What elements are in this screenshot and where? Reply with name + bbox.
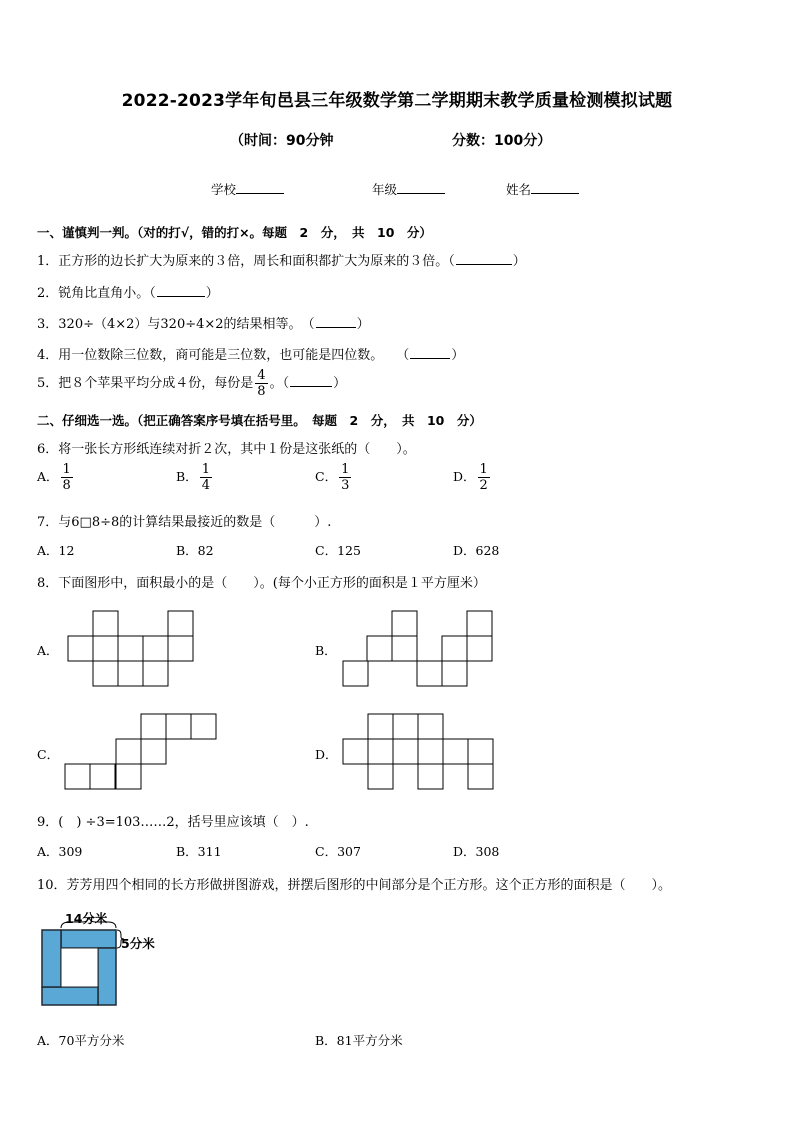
q8-option-a[interactable]: A． <box>37 643 59 658</box>
q6-option-b[interactable]: B． $\frac{1}{4}$ <box>176 462 210 493</box>
q6-option-c[interactable]: C． $\frac{1}{3}$ <box>315 462 350 493</box>
section1-heading: 一、谨慎判一判。（对的打√，错的打×。每题 2 分， 共 10 分） <box>37 225 432 240</box>
section2-heading: 二、仔细选一选。（把正确答案序号填在括号里。 每题 2 分， 共 10 分） <box>37 413 482 428</box>
question-2-text: 2．锐角比直角小。 <box>37 286 150 301</box>
q8-option-b[interactable]: B． <box>315 643 337 658</box>
q6-option-d[interactable]: D． $\frac{1}{2}$ <box>453 462 488 493</box>
name-label: 姓名 <box>506 182 532 197</box>
q7-option-b[interactable]: B．82 <box>176 543 214 558</box>
q10-option-a[interactable]: A．70平方分米 <box>37 1033 125 1048</box>
question-5-text: 5．把８个苹果平均分成４份，每份是 <box>37 376 254 391</box>
q9-option-d[interactable]: D．308 <box>453 844 500 859</box>
grade-label: 年级 <box>372 182 398 197</box>
q10-side-label: 5分米 <box>121 936 155 951</box>
question-8: 8．下面图形中，面积最小的是（ ）。(每个小正方形的面积是１平方厘米） <box>37 576 486 591</box>
q8-option-c[interactable]: C． <box>37 747 60 762</box>
q9-option-b[interactable]: B．311 <box>176 844 222 859</box>
question-6: 6．将一张长方形纸连续对折２次，其中１份是这张纸的（ ）。 <box>37 442 416 457</box>
q9-option-a[interactable]: A．309 <box>37 844 83 859</box>
q10-option-b[interactable]: B．81平方分米 <box>315 1033 403 1048</box>
q7-option-d[interactable]: D．628 <box>453 543 500 558</box>
question-9: 9．( ) ÷3=103……2，括号里应该填（ ）. <box>37 815 309 830</box>
question-2: 2．锐角比直角小。（ ） <box>37 286 219 301</box>
question-3-text: 3．320÷（4×2）与320÷4×2的结果相等。 <box>37 317 296 332</box>
question-4-text: 4．用一位数除三位数，商可能是三位数，也可能是四位数。 <box>37 348 377 363</box>
question-10: 10．芳芳用四个相同的长方形做拼图游戏，拼摆后图形的中间部分是个正方形。这个正方形的面积是（ ）。 <box>37 878 672 893</box>
question-1: 1．正方形的边长扩大为原来的３倍，周长和面积都扩大为原来的３倍。（ ） <box>37 254 526 269</box>
page-title: 2022-2023学年旬邑县三年级数学第二学期期末教学质量检测模拟试题 <box>121 91 673 111</box>
q8-option-d[interactable]: D． <box>315 747 338 762</box>
q7-option-a[interactable]: A．12 <box>37 543 75 558</box>
q10-top-label: 14分米 <box>65 911 108 926</box>
question-1-text: 1．正方形的边长扩大为原来的３倍，周长和面积都扩大为原来的３倍。 <box>37 254 449 269</box>
q6-option-a[interactable]: A． $\frac{1}{8}$ <box>37 462 71 493</box>
question-7: 7．与6□8÷8的计算结果最接近的数是（ ）. <box>37 515 332 530</box>
school-label: 学校 <box>211 182 237 197</box>
q9-option-c[interactable]: C．307 <box>315 844 361 859</box>
question-4: 4．用一位数除三位数，商可能是三位数，也可能是四位数。 （ ） <box>37 348 465 363</box>
question-3: 3．320÷（4×2）与320÷4×2的结果相等。 （ ） <box>37 317 370 332</box>
exam-time: （时间：90分钟 <box>230 133 334 149</box>
question-5: 5．把８个苹果平均分成４份，每份是 $\frac{4}{8}$ 。（ ） <box>37 368 347 399</box>
exam-score: 分数：100分） <box>452 133 552 149</box>
fraction-4-8: $\frac{4}{8}$ <box>257 368 266 399</box>
q7-option-c[interactable]: C．125 <box>315 543 361 558</box>
